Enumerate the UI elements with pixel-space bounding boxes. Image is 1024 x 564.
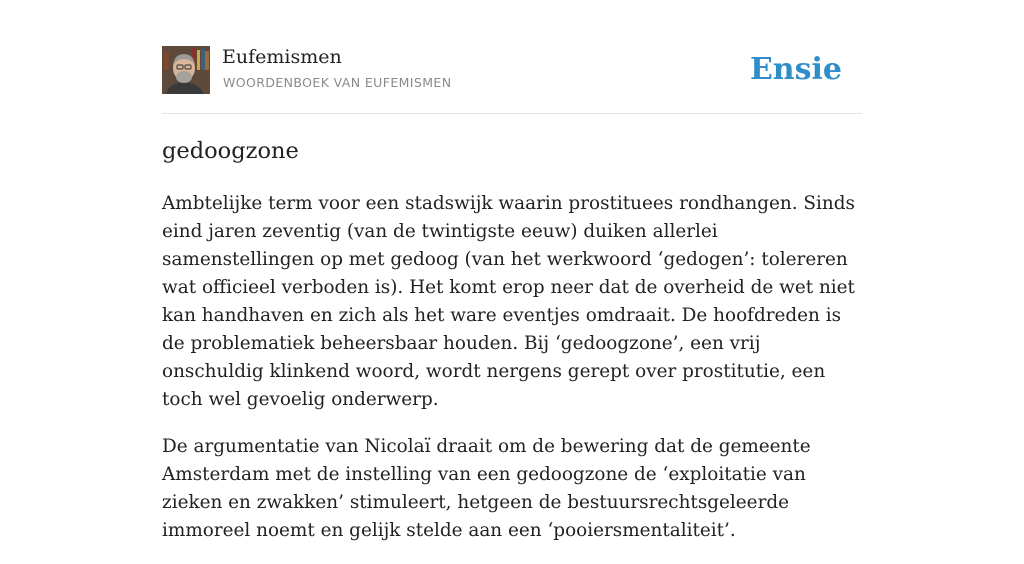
author-name[interactable]: Eufemismen xyxy=(222,46,342,68)
entry-title: gedoogzone xyxy=(162,138,299,164)
entry-paragraph: Ambtelijke term voor een stadswijk waarin prostituees rondhangen. Sinds eind jaren zeventig (van de twintigste eeuw) duiken allerlei samenstellingen op met gedoog (van het werkwoord ‘gedogen’: tolereren wat officieel verboden is). Het komt erop neer dat de overheid de wet niet kan handhaven en zich als het ware eventjes omdraait. De hoofdreden is de problematiek beheersbaar houden. Bij ‘gedoogzone’, een vrij onschuldig klinkend woord, wordt nergens gerept over prostitutie, een toch wel gevoelig onderwerp. xyxy=(162,193,855,410)
author-avatar[interactable] xyxy=(162,46,210,94)
author-subtitle[interactable]: WOORDENBOEK VAN EUFEMISMEN xyxy=(223,75,452,90)
header-divider xyxy=(162,113,862,114)
brand-logo[interactable]: Ensie xyxy=(749,52,842,87)
entry-header xyxy=(162,46,862,96)
entry-paragraph: De argumentatie van Nicolaï draait om de bewering dat de gemeente Amsterdam met de instelling van een gedoogzone de ‘exploitatie van zieken en zwakken’ stimuleert, hetgeen de bestuursrechtsgeleerde immoreel noemt en gelijk stelde aan een ‘pooiersmentaliteit’. xyxy=(162,436,811,541)
author-photo-icon xyxy=(162,46,210,94)
entry-body xyxy=(162,190,862,564)
